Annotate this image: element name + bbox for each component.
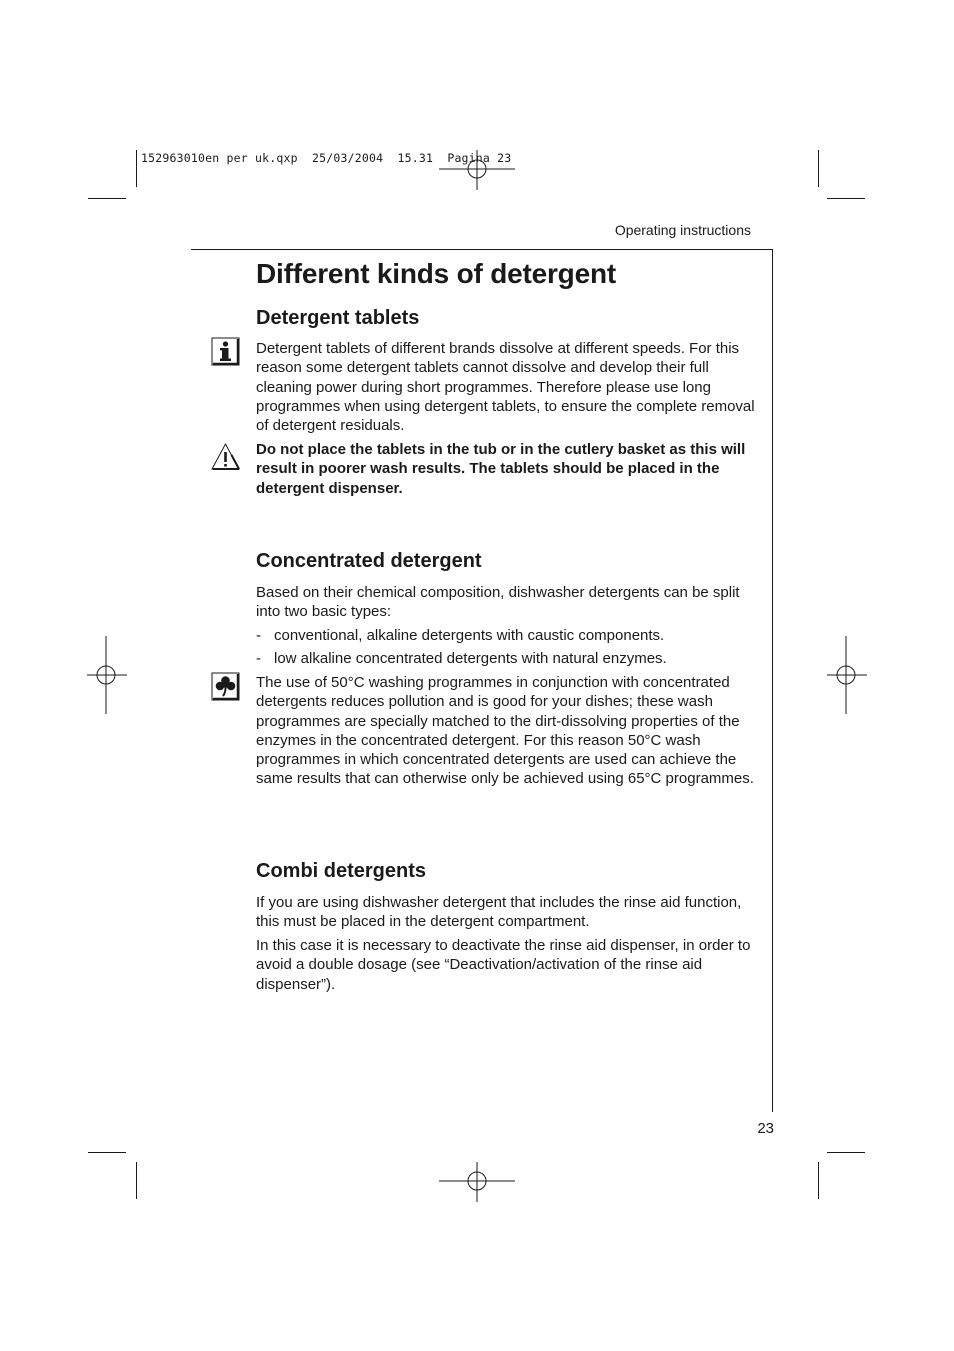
crop-mark (136, 1162, 137, 1199)
print-slug: 152963010en per uk.qxp 25/03/2004 15.31 Pagina 23 (141, 151, 512, 165)
tablets-paragraph: Detergent tablets of different brands dissolve at different speeds. For this reason some detergent tablets cannot dissolve and develop their full cleaning power during short programmes. Therefore please use long programmes when using detergent tablets, to ensure the complete removal of detergent residuals. (256, 340, 755, 435)
registration-mark-bottom (437, 1162, 517, 1202)
registration-mark-left (87, 636, 127, 714)
page-title: Different kinds of detergent (256, 258, 616, 289)
margin-rule (772, 249, 773, 1112)
header-rule (191, 249, 773, 250)
crop-mark (818, 1162, 819, 1199)
heading-detergent-tablets: Detergent tablets (256, 307, 420, 329)
crop-mark (136, 150, 137, 187)
crop-mark (827, 198, 865, 199)
eco-paragraph: The use of 50°C washing programmes in conjunction with concentrated detergents reduces pollution and is good for your dishes; these wash programmes are specially matched to the dirt-dissolving properties of the enzymes in the concentrated detergent. For this reason 50°C wash programmes in which concentrated detergents are used can achieve the same results that can otherwise only be achieved using 65°C programmes. (256, 674, 754, 788)
page-number: 23 (757, 1120, 774, 1137)
heading-concentrated-detergent: Concentrated detergent (256, 550, 482, 572)
running-head: Operating instructions (614, 222, 751, 238)
warning-triangle-icon (211, 442, 240, 471)
crop-mark (818, 150, 819, 187)
combi-paragraph-2: In this case it is necessary to deactivate the rinse aid dispenser, in order to avoid a double dosage (see “Deactivation/activation of the rinse aid dispenser”). (256, 937, 751, 993)
crop-mark (88, 198, 126, 199)
bullet-dash: - (256, 627, 261, 644)
list-item-text: conventional, alkaline detergents with caustic components. (274, 627, 665, 644)
info-icon (211, 337, 240, 366)
crop-mark (827, 1152, 865, 1153)
combi-paragraph-1: If you are using dishwasher detergent that includes the rinse aid function, this must be placed in the detergent compartment. (256, 894, 742, 931)
registration-mark-right (827, 636, 867, 714)
heading-combi-detergents: Combi detergents (256, 860, 427, 882)
tablets-warning: Do not place the tablets in the tub or in the cutlery basket as this will result in poorer wash results. The tablets should be placed in the detergent dispenser. (256, 441, 746, 497)
bullet-dash: - (256, 650, 261, 667)
clover-environment-icon (211, 672, 240, 701)
concentrated-intro: Based on their chemical composition, dishwasher detergents can be split into two basic types: (256, 584, 740, 621)
crop-mark (88, 1152, 126, 1153)
list-item-text: low alkaline concentrated detergents with natural enzymes. (274, 650, 667, 667)
